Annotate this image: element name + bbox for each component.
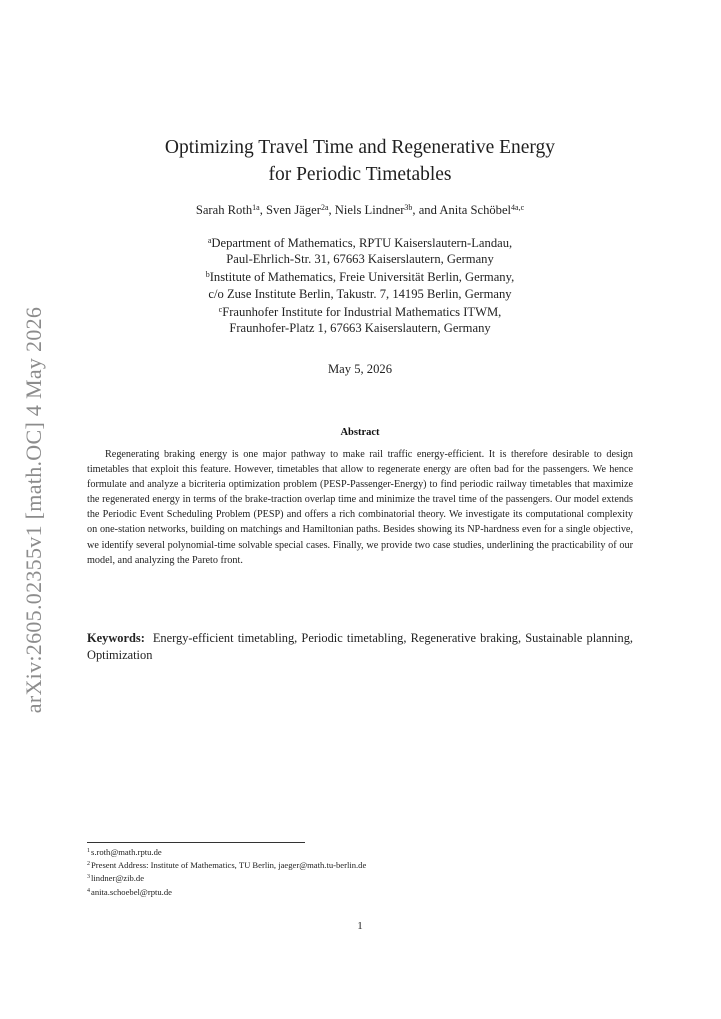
keywords-text: Energy-efficient timetabling, Periodic timetabling, Regenerative braking, Sustainable planning, Optimization bbox=[87, 631, 633, 662]
affiliation-text: Fraunhofer Institute for Industrial Mathematics ITWM, bbox=[222, 304, 502, 319]
author-separator: , bbox=[328, 203, 335, 217]
author-name: Anita Schöbel bbox=[439, 203, 512, 217]
footnote bbox=[87, 885, 633, 898]
author-name: Sarah Roth bbox=[195, 203, 253, 217]
affiliation-text: c/o Zuse Institute Berlin, Takustr. 7, 14195 Berlin, Germany bbox=[208, 286, 512, 301]
affiliation-mark: c bbox=[218, 304, 223, 314]
publication-date: May 5, 2026 bbox=[327, 362, 392, 376]
affiliation-text: Institute of Mathematics, Freie Universität Berlin, Germany, bbox=[209, 270, 515, 285]
author-list bbox=[110, 203, 610, 218]
footnotes bbox=[87, 845, 633, 898]
author-affil-mark: 1a bbox=[252, 203, 260, 212]
footnote-email-link[interactable]: anita.schoebel@rptu.de bbox=[91, 886, 172, 897]
author-affil-mark: 3b bbox=[404, 203, 413, 212]
footnote-email-link[interactable]: lindner@zib.de bbox=[91, 873, 145, 884]
author-separator: , and bbox=[412, 203, 440, 217]
affiliation-mark: b bbox=[205, 270, 210, 280]
affiliation-line bbox=[130, 267, 590, 285]
abstract-heading: Abstract bbox=[340, 427, 380, 438]
paper-title bbox=[110, 134, 610, 188]
footnote-mark: 1 bbox=[87, 848, 90, 854]
page-number: 1 bbox=[357, 920, 363, 932]
author-name: Niels Lindner bbox=[334, 203, 405, 217]
footnote-divider bbox=[87, 842, 305, 843]
footnote-mark: 3 bbox=[87, 874, 90, 881]
affiliation-text: Fraunhofer-Platz 1, 67663 Kaiserslautern, Germany bbox=[229, 321, 491, 336]
affiliation-text: Paul-Ehrlich-Str. 31, 67663 Kaiserslautern, Germany bbox=[226, 252, 494, 267]
affiliation-block bbox=[130, 233, 590, 336]
author-name: Sven Jäger bbox=[266, 203, 321, 217]
affiliation-line bbox=[130, 320, 590, 336]
affiliation-mark: a bbox=[207, 236, 212, 245]
title-line-2: for Periodic Timetables bbox=[268, 164, 452, 185]
affiliation-line bbox=[130, 302, 590, 320]
footnote bbox=[87, 871, 633, 884]
author-affil-mark: 2a bbox=[320, 203, 329, 212]
arxiv-side-stamp: arXiv:2605.02355v1 [math.OC] 4 May 2026 bbox=[21, 306, 46, 714]
author-separator: , bbox=[259, 203, 267, 217]
keywords-block bbox=[87, 630, 633, 664]
abstract-text: Regenerating braking energy is one major pathway to make rail traffic energy-efficient. It is therefore desirable to design timetables that exploit this feature. However, timetables that allow to regenerate energy are often bad for the passengers. We hence formulate and analyze a bicriteria optimization problem (PESP-Passenger-Energy) to find periodic railway timetables that maximize the regenerated energy in terms of the brake-traction overlap time and minimize the travel time of the passengers. Our model extends the Periodic Event Scheduling Problem (PESP) and offers a rich combinatorial theory. We investigate its computational complexity on one-station networks, building on matchings and Hamiltonian paths. Besides showing its NP-hardness even for a single objective, we identify several polynomial-time solvable special cases. Finally, we provide two case studies, underlining the practicability of our model, and analyzing the Pareto front. bbox=[87, 449, 633, 566]
author-affil-mark: 4a,c bbox=[511, 203, 525, 212]
footnote bbox=[87, 858, 633, 871]
footnote-text: Present Address: Institute of Mathematics, TU Berlin, jaeger@math.tu-berlin.de bbox=[91, 860, 367, 871]
footnote-mark: 4 bbox=[87, 887, 90, 894]
affiliation-text: Department of Mathematics, RPTU Kaiserslautern-Landau, bbox=[211, 236, 513, 250]
affiliation-line bbox=[130, 233, 590, 251]
footnote-email-link[interactable]: s.roth@math.rptu.de bbox=[91, 847, 162, 857]
title-line-1: Optimizing Travel Time and Regenerative Energy bbox=[164, 137, 556, 158]
footnote bbox=[87, 845, 633, 858]
keywords-label: Keywords: bbox=[87, 631, 145, 645]
affiliation-line bbox=[130, 251, 590, 267]
footnote-mark: 2 bbox=[87, 861, 90, 868]
affiliation-line bbox=[130, 286, 590, 302]
